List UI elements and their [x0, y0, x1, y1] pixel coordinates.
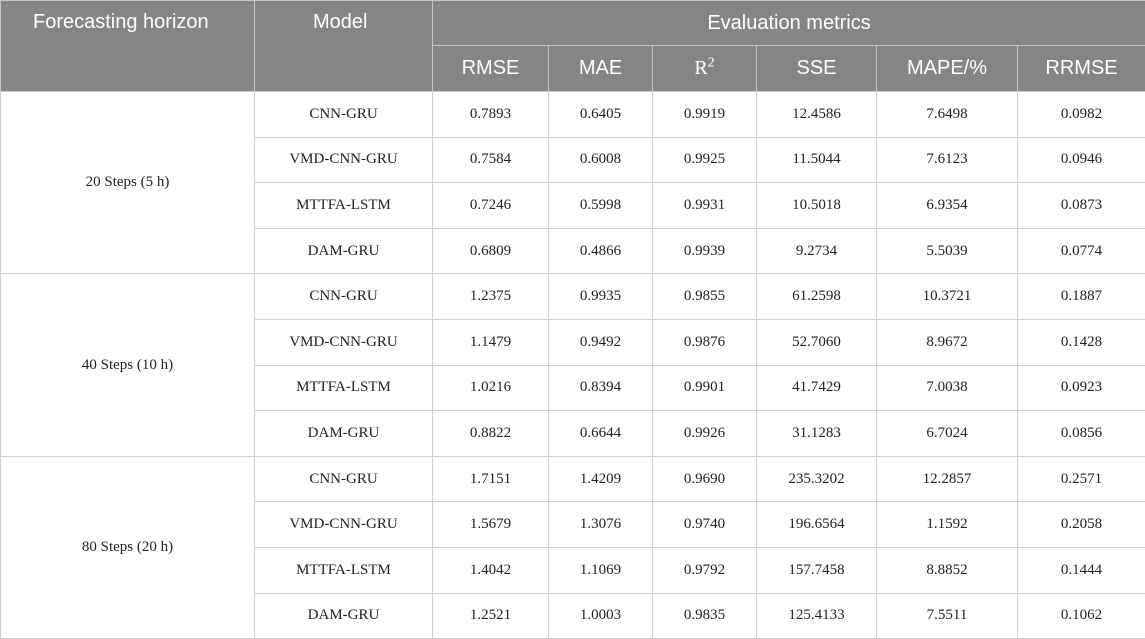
rmse-cell: 1.4042: [433, 547, 549, 593]
mape-cell: 8.9672: [877, 319, 1018, 365]
model-cell: DAM-GRU: [255, 593, 433, 639]
table-row: [1, 456, 1145, 502]
mae-header: MAE: [549, 46, 653, 92]
mape-cell: 12.2857: [877, 456, 1018, 502]
r2-cell: 0.9855: [653, 274, 757, 320]
rrmse-cell: 0.1444: [1018, 547, 1145, 593]
mape-cell: 7.6498: [877, 92, 1018, 138]
mae-cell: 0.9492: [549, 319, 653, 365]
rmse-cell: 1.2521: [433, 593, 549, 639]
sse-cell: 52.7060: [757, 319, 877, 365]
mae-cell: 0.6644: [549, 411, 653, 457]
horizon-cell: 20 Steps (5 h): [1, 92, 255, 274]
rmse-cell: 1.2375: [433, 274, 549, 320]
r2-header-sup: 2: [707, 55, 715, 71]
mape-cell: 7.5511: [877, 593, 1018, 639]
r2-header: [653, 46, 757, 92]
mae-cell: 0.6008: [549, 137, 653, 183]
header-row-top: [1, 1, 1145, 46]
mae-cell: 0.4866: [549, 228, 653, 274]
mae-cell: 1.0003: [549, 593, 653, 639]
rrmse-cell: 0.2571: [1018, 456, 1145, 502]
rmse-cell: 1.7151: [433, 456, 549, 502]
r2-cell: 0.9901: [653, 365, 757, 411]
mape-cell: 1.1592: [877, 502, 1018, 548]
rmse-cell: 0.7893: [433, 92, 549, 138]
rmse-cell: 1.1479: [433, 319, 549, 365]
sse-cell: 235.3202: [757, 456, 877, 502]
rmse-cell: 0.8822: [433, 411, 549, 457]
r2-cell: 0.9876: [653, 319, 757, 365]
mae-cell: 1.1069: [549, 547, 653, 593]
rrmse-cell: 0.0946: [1018, 137, 1145, 183]
rmse-cell: 1.0216: [433, 365, 549, 411]
table-header: [1, 1, 1145, 92]
rrmse-cell: 0.0774: [1018, 228, 1145, 274]
table-row: [1, 274, 1145, 320]
rrmse-cell: 0.0923: [1018, 365, 1145, 411]
mape-cell: 7.6123: [877, 137, 1018, 183]
r2-cell: 0.9792: [653, 547, 757, 593]
sse-cell: 11.5044: [757, 137, 877, 183]
sse-cell: 61.2598: [757, 274, 877, 320]
mae-cell: 0.8394: [549, 365, 653, 411]
rrmse-cell: 0.0982: [1018, 92, 1145, 138]
horizon-cell: 40 Steps (10 h): [1, 274, 255, 456]
r2-header-base: R: [694, 57, 708, 79]
model-cell: CNN-GRU: [255, 92, 433, 138]
model-cell: DAM-GRU: [255, 228, 433, 274]
model-cell: VMD-CNN-GRU: [255, 502, 433, 548]
mae-cell: 0.6405: [549, 92, 653, 138]
table-body: [1, 92, 1145, 639]
mae-cell: 0.9935: [549, 274, 653, 320]
model-cell: VMD-CNN-GRU: [255, 319, 433, 365]
mape-cell: 6.9354: [877, 183, 1018, 229]
rrmse-cell: 0.1887: [1018, 274, 1145, 320]
mae-cell: 0.5998: [549, 183, 653, 229]
evaluation-metrics-header: Evaluation metrics: [433, 1, 1145, 46]
model-cell: CNN-GRU: [255, 274, 433, 320]
model-cell: CNN-GRU: [255, 456, 433, 502]
sse-cell: 125.4133: [757, 593, 877, 639]
mape-cell: 10.3721: [877, 274, 1018, 320]
mape-header: MAPE/%: [877, 46, 1018, 92]
mape-cell: 7.0038: [877, 365, 1018, 411]
model-cell: MTTFA-LSTM: [255, 183, 433, 229]
rmse-header: RMSE: [433, 46, 549, 92]
model-header: Model: [255, 1, 433, 92]
mae-cell: 1.3076: [549, 502, 653, 548]
sse-cell: 12.4586: [757, 92, 877, 138]
table-row: [1, 92, 1145, 138]
rrmse-cell: 0.2058: [1018, 502, 1145, 548]
horizon-cell: 80 Steps (20 h): [1, 456, 255, 638]
model-cell: MTTFA-LSTM: [255, 365, 433, 411]
mape-cell: 8.8852: [877, 547, 1018, 593]
sse-cell: 31.1283: [757, 411, 877, 457]
r2-cell: 0.9926: [653, 411, 757, 457]
sse-cell: 157.7458: [757, 547, 877, 593]
r2-cell: 0.9931: [653, 183, 757, 229]
mae-cell: 1.4209: [549, 456, 653, 502]
r2-cell: 0.9740: [653, 502, 757, 548]
r2-cell: 0.9919: [653, 92, 757, 138]
rrmse-header: RRMSE: [1018, 46, 1145, 92]
r2-cell: 0.9925: [653, 137, 757, 183]
rmse-cell: 0.6809: [433, 228, 549, 274]
sse-cell: 196.6564: [757, 502, 877, 548]
rmse-cell: 0.7584: [433, 137, 549, 183]
rrmse-cell: 0.0856: [1018, 411, 1145, 457]
sse-cell: 10.5018: [757, 183, 877, 229]
sse-header: SSE: [757, 46, 877, 92]
r2-cell: 0.9690: [653, 456, 757, 502]
rmse-cell: 1.5679: [433, 502, 549, 548]
rrmse-cell: 0.0873: [1018, 183, 1145, 229]
model-cell: VMD-CNN-GRU: [255, 137, 433, 183]
mape-cell: 6.7024: [877, 411, 1018, 457]
r2-cell: 0.9939: [653, 228, 757, 274]
rmse-cell: 0.7246: [433, 183, 549, 229]
sse-cell: 41.7429: [757, 365, 877, 411]
rrmse-cell: 0.1062: [1018, 593, 1145, 639]
mape-cell: 5.5039: [877, 228, 1018, 274]
rrmse-cell: 0.1428: [1018, 319, 1145, 365]
sse-cell: 9.2734: [757, 228, 877, 274]
model-cell: MTTFA-LSTM: [255, 547, 433, 593]
r2-cell: 0.9835: [653, 593, 757, 639]
forecasting-horizon-header: Forecasting horizon: [1, 1, 255, 92]
model-cell: DAM-GRU: [255, 411, 433, 457]
